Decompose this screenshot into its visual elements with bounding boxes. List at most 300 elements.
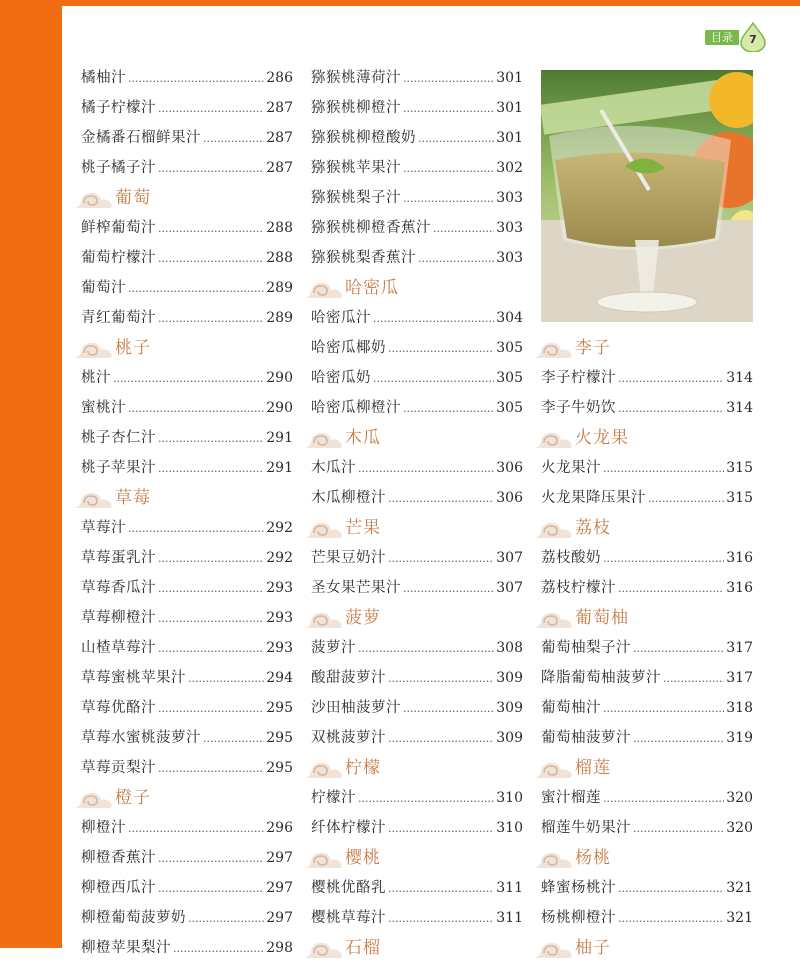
entry-title: 猕猴桃柳橙汁	[311, 100, 401, 116]
entry-page-number: 295	[266, 700, 293, 716]
toc-entry[interactable]	[311, 543, 523, 573]
cloud-swirl-icon	[301, 518, 345, 540]
entry-title: 金橘番石榴鲜果汁	[81, 130, 201, 146]
entry-page-number: 298	[266, 940, 293, 956]
entry-page-number: 307	[496, 580, 523, 596]
category-heading-text: 李子	[575, 338, 611, 358]
dot-leader	[373, 363, 494, 393]
entry-title: 草莓蛋乳汁	[81, 550, 156, 566]
entry-title: 猕猴桃梨子汁	[311, 190, 401, 206]
entry-page-number: 316	[726, 580, 753, 596]
cloud-swirl-icon	[71, 488, 115, 510]
dot-leader	[403, 153, 494, 183]
toc-entry[interactable]	[541, 363, 753, 393]
entry-title: 桃子苹果汁	[81, 460, 156, 476]
entry-page-number: 320	[726, 820, 753, 836]
category-heading	[541, 333, 753, 363]
entry-title: 纤体柠檬汁	[311, 820, 386, 836]
toc-entry[interactable]	[81, 843, 293, 873]
toc-entry[interactable]	[311, 723, 523, 753]
toc-entry[interactable]	[541, 393, 753, 423]
entry-page-number: 288	[266, 220, 293, 236]
cloud-swirl-icon	[531, 338, 575, 360]
dot-leader	[418, 123, 494, 153]
toc-entry[interactable]	[311, 453, 523, 483]
toc-entry[interactable]	[311, 363, 523, 393]
toc-entry[interactable]	[541, 663, 753, 693]
category-heading-text: 菠萝	[345, 608, 381, 628]
cloud-swirl-icon	[531, 938, 575, 960]
toc-entry[interactable]	[311, 123, 523, 153]
entry-page-number: 314	[726, 400, 753, 416]
entry-page-number: 304	[496, 310, 523, 326]
toc-entry[interactable]	[81, 123, 293, 153]
entry-title: 草莓水蜜桃菠萝汁	[81, 730, 201, 746]
toc-entry[interactable]	[81, 303, 293, 333]
dot-leader	[403, 393, 494, 423]
entry-title: 山楂草莓汁	[81, 640, 156, 656]
toc-entry[interactable]	[311, 663, 523, 693]
entry-page-number: 321	[726, 880, 753, 896]
dot-leader	[158, 303, 264, 333]
toc-entry[interactable]	[81, 903, 293, 933]
dot-leader	[388, 903, 494, 933]
entry-page-number: 301	[496, 70, 523, 86]
toc-entry[interactable]	[311, 213, 523, 243]
category-heading	[541, 753, 753, 783]
category-heading	[311, 273, 523, 303]
toc-entry[interactable]	[311, 63, 523, 93]
entry-title: 杨桃柳橙汁	[541, 910, 616, 926]
entry-page-number: 297	[266, 850, 293, 866]
toc-entry[interactable]	[541, 633, 753, 663]
dot-leader	[158, 633, 264, 663]
cloud-swirl-icon	[531, 428, 575, 450]
dot-leader	[388, 723, 494, 753]
toc-entry[interactable]	[81, 693, 293, 723]
entry-title: 桃子杏仁汁	[81, 430, 156, 446]
category-heading	[311, 423, 523, 453]
entry-title: 芒果豆奶汁	[311, 550, 386, 566]
entry-title: 柳橙苹果梨汁	[81, 940, 171, 956]
entry-page-number: 310	[496, 790, 523, 806]
toc-entry[interactable]	[81, 93, 293, 123]
entry-page-number: 297	[266, 880, 293, 896]
dot-leader	[128, 393, 264, 423]
dot-leader	[603, 543, 724, 573]
toc-entry[interactable]	[311, 873, 523, 903]
entry-page-number: 309	[496, 730, 523, 746]
entry-title: 猕猴桃柳橙酸奶	[311, 130, 416, 146]
entry-page-number: 305	[496, 370, 523, 386]
entry-title: 沙田柚菠萝汁	[311, 700, 401, 716]
dot-leader	[648, 483, 724, 513]
toc-entry[interactable]	[81, 63, 293, 93]
dot-leader	[663, 663, 724, 693]
category-heading	[541, 843, 753, 873]
toc-entry[interactable]	[81, 933, 293, 963]
entry-title: 草莓香瓜汁	[81, 580, 156, 596]
entry-title: 火龙果汁	[541, 460, 601, 476]
entry-title: 鲜榨葡萄汁	[81, 220, 156, 236]
entry-title: 荔枝酸奶	[541, 550, 601, 566]
category-heading-text: 杨桃	[575, 848, 611, 868]
entry-page-number: 291	[266, 460, 293, 476]
entry-title: 哈密瓜奶	[311, 370, 371, 386]
entry-title: 葡萄柚汁	[541, 700, 601, 716]
entry-title: 木瓜汁	[311, 460, 356, 476]
entry-title: 葡萄柠檬汁	[81, 250, 156, 266]
category-heading-text: 芒果	[345, 518, 381, 538]
top-border	[0, 0, 800, 6]
toc-column-3	[541, 333, 753, 963]
entry-page-number: 289	[266, 280, 293, 296]
toc-entry[interactable]	[81, 513, 293, 543]
entry-title: 樱桃草莓汁	[311, 910, 386, 926]
entry-page-number: 309	[496, 700, 523, 716]
entry-title: 柳橙汁	[81, 820, 126, 836]
entry-title: 柳橙西瓜汁	[81, 880, 156, 896]
toc-entry[interactable]	[311, 393, 523, 423]
entry-title: 桃汁	[81, 370, 111, 386]
dot-leader	[128, 813, 264, 843]
toc-entry[interactable]	[81, 393, 293, 423]
dot-leader	[618, 903, 724, 933]
entry-page-number: 317	[726, 640, 753, 656]
entry-page-number: 315	[726, 490, 753, 506]
cloud-swirl-icon	[301, 938, 345, 960]
cloud-swirl-icon	[71, 338, 115, 360]
toc-column-1	[81, 63, 293, 963]
juice-photo	[541, 70, 753, 322]
toc-entry[interactable]	[541, 783, 753, 813]
toc-entry[interactable]	[81, 723, 293, 753]
entry-title: 草莓柳橙汁	[81, 610, 156, 626]
entry-title: 菠萝汁	[311, 640, 356, 656]
toc-entry[interactable]	[541, 573, 753, 603]
entry-title: 草莓蜜桃苹果汁	[81, 670, 186, 686]
toc-entry[interactable]	[81, 543, 293, 573]
toc-entry[interactable]	[541, 903, 753, 933]
category-heading-text: 哈密瓜	[345, 278, 399, 298]
toc-label: 目录	[705, 30, 739, 45]
entry-page-number: 303	[496, 250, 523, 266]
toc-entry[interactable]	[541, 723, 753, 753]
entry-page-number: 293	[266, 640, 293, 656]
entry-page-number: 294	[266, 670, 293, 686]
dot-leader	[603, 783, 724, 813]
cloud-swirl-icon	[301, 608, 345, 630]
entry-page-number: 290	[266, 400, 293, 416]
entry-title: 李子牛奶饮	[541, 400, 616, 416]
entry-page-number: 318	[726, 700, 753, 716]
entry-page-number: 286	[266, 70, 293, 86]
entry-title: 猕猴桃薄荷汁	[311, 70, 401, 86]
toc-entry[interactable]	[81, 873, 293, 903]
dot-leader	[158, 603, 264, 633]
entry-title: 荔枝柠檬汁	[541, 580, 616, 596]
toc-entry[interactable]	[311, 93, 523, 123]
toc-entry[interactable]	[81, 603, 293, 633]
category-heading	[311, 603, 523, 633]
entry-title: 蜜汁榴莲	[541, 790, 601, 806]
dot-leader	[158, 693, 264, 723]
cloud-swirl-icon	[531, 608, 575, 630]
entry-title: 哈密瓜椰奶	[311, 340, 386, 356]
entry-page-number: 316	[726, 550, 753, 566]
category-heading	[541, 933, 753, 963]
category-heading-text: 木瓜	[345, 428, 381, 448]
entry-page-number: 289	[266, 310, 293, 326]
entry-page-number: 301	[496, 130, 523, 146]
dot-leader	[203, 723, 264, 753]
entry-title: 李子柠檬汁	[541, 370, 616, 386]
dot-leader	[373, 303, 494, 333]
entry-title: 草莓汁	[81, 520, 126, 536]
entry-page-number: 309	[496, 670, 523, 686]
toc-entry[interactable]	[541, 483, 753, 513]
entry-title: 哈密瓜柳橙汁	[311, 400, 401, 416]
entry-page-number: 303	[496, 190, 523, 206]
category-heading-text: 荔枝	[575, 518, 611, 538]
toc-entry[interactable]	[311, 783, 523, 813]
entry-title: 柳橙葡萄菠萝奶	[81, 910, 186, 926]
cloud-swirl-icon	[531, 758, 575, 780]
entry-title: 蜂蜜杨桃汁	[541, 880, 616, 896]
dot-leader	[158, 423, 264, 453]
entry-title: 青红葡萄汁	[81, 310, 156, 326]
toc-entry[interactable]	[311, 483, 523, 513]
dot-leader	[358, 633, 494, 663]
left-border	[0, 0, 62, 948]
entry-page-number: 290	[266, 370, 293, 386]
dot-leader	[158, 573, 264, 603]
category-heading	[311, 513, 523, 543]
dot-leader	[128, 63, 264, 93]
entry-title: 橘子柠檬汁	[81, 100, 156, 116]
toc-entry[interactable]	[541, 693, 753, 723]
entry-page-number: 321	[726, 910, 753, 926]
dot-leader	[158, 243, 264, 273]
entry-page-number: 311	[496, 910, 523, 926]
entry-title: 草莓优酪汁	[81, 700, 156, 716]
dot-leader	[618, 393, 724, 423]
dot-leader	[158, 213, 264, 243]
entry-page-number: 287	[266, 160, 293, 176]
cloud-swirl-icon	[301, 428, 345, 450]
entry-page-number: 302	[496, 160, 523, 176]
toc-entry[interactable]	[81, 633, 293, 663]
entry-page-number: 296	[266, 820, 293, 836]
category-heading	[541, 603, 753, 633]
category-heading-text: 桃子	[115, 338, 151, 358]
toc-entry[interactable]	[81, 153, 293, 183]
entry-page-number: 311	[496, 880, 523, 896]
toc-entry[interactable]	[81, 423, 293, 453]
toc-entry[interactable]	[311, 693, 523, 723]
category-heading-text: 榴莲	[575, 758, 611, 778]
category-heading	[81, 183, 293, 213]
entry-title: 酸甜菠萝汁	[311, 670, 386, 686]
category-heading	[81, 333, 293, 363]
dot-leader	[618, 873, 724, 903]
dot-leader	[173, 933, 264, 963]
entry-page-number: 292	[266, 520, 293, 536]
toc-entry[interactable]	[541, 873, 753, 903]
dot-leader	[158, 753, 264, 783]
category-heading-text: 橙子	[115, 788, 151, 808]
toc-entry[interactable]	[311, 573, 523, 603]
category-heading	[81, 483, 293, 513]
toc-entry[interactable]	[311, 813, 523, 843]
toc-entry[interactable]	[311, 903, 523, 933]
cloud-swirl-icon	[301, 278, 345, 300]
dot-leader	[388, 813, 494, 843]
entry-page-number: 305	[496, 340, 523, 356]
entry-page-number: 305	[496, 400, 523, 416]
toc-column-2	[311, 63, 523, 963]
category-heading	[541, 513, 753, 543]
entry-page-number: 320	[726, 790, 753, 806]
toc-entry[interactable]	[81, 753, 293, 783]
cloud-swirl-icon	[71, 788, 115, 810]
entry-page-number: 288	[266, 250, 293, 266]
toc-entry[interactable]	[81, 243, 293, 273]
dot-leader	[358, 783, 494, 813]
entry-title: 火龙果降压果汁	[541, 490, 646, 506]
dot-leader	[403, 63, 494, 93]
entry-page-number: 315	[726, 460, 753, 476]
cloud-swirl-icon	[301, 758, 345, 780]
entry-page-number: 287	[266, 100, 293, 116]
category-heading-text: 火龙果	[575, 428, 629, 448]
dot-leader	[158, 873, 264, 903]
cloud-swirl-icon	[301, 848, 345, 870]
dot-leader	[603, 693, 724, 723]
toc-entry[interactable]	[311, 243, 523, 273]
dot-leader	[388, 663, 494, 693]
toc-entry[interactable]	[311, 183, 523, 213]
dot-leader	[403, 93, 494, 123]
entry-page-number: 319	[726, 730, 753, 746]
dot-leader	[158, 93, 264, 123]
dot-leader	[203, 123, 264, 153]
entry-page-number: 307	[496, 550, 523, 566]
entry-title: 双桃菠萝汁	[311, 730, 386, 746]
toc-entry[interactable]	[81, 213, 293, 243]
entry-title: 蜜桃汁	[81, 400, 126, 416]
toc-entry[interactable]	[81, 573, 293, 603]
entry-title: 桃子橘子汁	[81, 160, 156, 176]
entry-title: 葡萄柚菠萝汁	[541, 730, 631, 746]
toc-entry[interactable]	[541, 453, 753, 483]
dot-leader	[158, 153, 264, 183]
entry-title: 葡萄汁	[81, 280, 126, 296]
cloud-swirl-icon	[531, 848, 575, 870]
dot-leader	[618, 573, 724, 603]
dot-leader	[633, 633, 724, 663]
entry-page-number: 303	[496, 220, 523, 236]
category-heading-text: 草莓	[115, 488, 151, 508]
dot-leader	[358, 453, 494, 483]
entry-page-number: 306	[496, 490, 523, 506]
entry-page-number: 308	[496, 640, 523, 656]
toc-entry[interactable]	[541, 813, 753, 843]
dot-leader	[403, 183, 494, 213]
dot-leader	[388, 483, 494, 513]
dot-leader	[618, 363, 724, 393]
toc-entry[interactable]	[81, 363, 293, 393]
entry-page-number: 292	[266, 550, 293, 566]
dot-leader	[158, 453, 264, 483]
dot-leader	[188, 903, 264, 933]
dot-leader	[388, 543, 494, 573]
dot-leader	[633, 813, 724, 843]
category-heading	[311, 933, 523, 963]
toc-entry[interactable]	[311, 633, 523, 663]
entry-title: 猕猴桃苹果汁	[311, 160, 401, 176]
toc-entry[interactable]	[81, 273, 293, 303]
entry-page-number: 293	[266, 580, 293, 596]
dot-leader	[388, 333, 494, 363]
dot-leader	[633, 723, 724, 753]
category-heading-text: 葡萄柚	[575, 608, 629, 628]
toc-entry[interactable]	[311, 333, 523, 363]
toc-entry[interactable]	[311, 153, 523, 183]
toc-entry[interactable]	[81, 813, 293, 843]
toc-entry[interactable]	[541, 543, 753, 573]
dot-leader	[188, 663, 264, 693]
entry-page-number: 295	[266, 730, 293, 746]
entry-page-number: 293	[266, 610, 293, 626]
dot-leader	[433, 213, 494, 243]
dot-leader	[128, 273, 264, 303]
dot-leader	[403, 693, 494, 723]
dot-leader	[128, 513, 264, 543]
toc-entry[interactable]	[81, 453, 293, 483]
entry-page-number: 297	[266, 910, 293, 926]
toc-entry[interactable]	[81, 663, 293, 693]
entry-title: 榴莲牛奶果汁	[541, 820, 631, 836]
entry-title: 柠檬汁	[311, 790, 356, 806]
entry-page-number: 314	[726, 370, 753, 386]
cloud-swirl-icon	[71, 188, 115, 210]
category-heading	[541, 423, 753, 453]
toc-entry[interactable]	[311, 303, 523, 333]
dot-leader	[403, 573, 494, 603]
entry-title: 猕猴桃梨香蕉汁	[311, 250, 416, 266]
entry-title: 柳橙香蕉汁	[81, 850, 156, 866]
entry-title: 木瓜柳橙汁	[311, 490, 386, 506]
entry-title: 葡萄柚梨子汁	[541, 640, 631, 656]
page-number: 7	[749, 33, 757, 46]
entry-title: 草莓贡梨汁	[81, 760, 156, 776]
category-heading-text: 柠檬	[345, 758, 381, 778]
entry-title: 圣女果芒果汁	[311, 580, 401, 596]
entry-page-number: 291	[266, 430, 293, 446]
dot-leader	[158, 843, 264, 873]
category-heading-text: 樱桃	[345, 848, 381, 868]
entry-page-number: 317	[726, 670, 753, 686]
dot-leader	[113, 363, 264, 393]
category-heading	[81, 783, 293, 813]
dot-leader	[388, 873, 494, 903]
entry-title: 哈密瓜汁	[311, 310, 371, 326]
cloud-swirl-icon	[531, 518, 575, 540]
category-heading-text: 柚子	[575, 938, 611, 958]
category-heading-text: 葡萄	[115, 188, 151, 208]
entry-title: 樱桃优酪乳	[311, 880, 386, 896]
